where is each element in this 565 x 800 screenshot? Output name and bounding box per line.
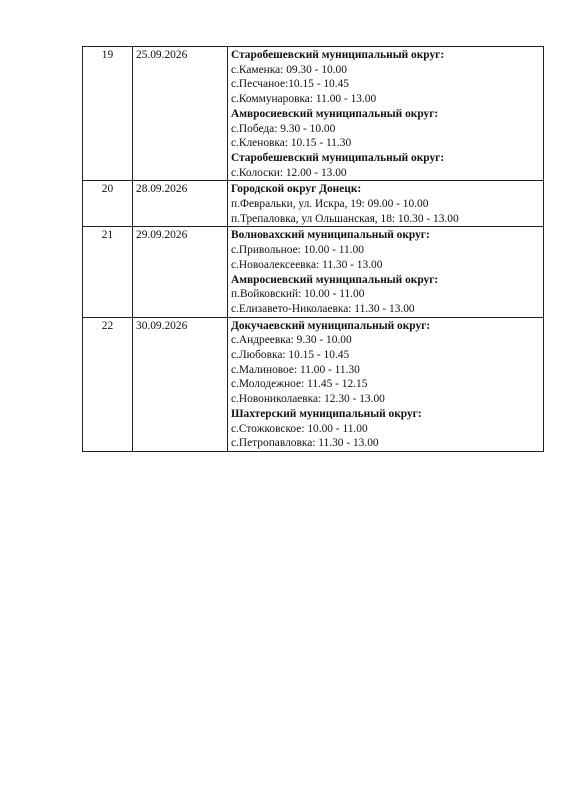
place-entry: п.Февральки, ул. Искра, 19: 09.00 - 10.00 [231, 198, 429, 211]
row-schedule [228, 227, 544, 317]
row-schedule [228, 47, 544, 181]
row-date: 28.09.2026 [133, 181, 228, 227]
table-row [83, 317, 544, 451]
place-entry: с.Малиновое: 11.00 - 11.30 [231, 363, 360, 376]
row-date: 30.09.2026 [133, 317, 228, 451]
place-entry: с.Новониколаевка: 12.30 - 13.00 [231, 393, 385, 406]
place-entry: с.Привольное: 10.00 - 11.00 [231, 244, 364, 257]
table-row [83, 227, 544, 317]
row-number: 19 [83, 47, 133, 181]
place-entry: с.Каменка: 09.30 - 10.00 [231, 63, 347, 76]
row-number: 20 [83, 181, 133, 227]
place-entry: с.Петропавловка: 11.30 - 13.00 [231, 437, 379, 450]
row-schedule [228, 181, 544, 227]
place-entry: с.Победа: 9.30 - 10.00 [231, 122, 336, 135]
district-heading: Старобешевский муниципальный округ: [231, 151, 445, 164]
place-entry: п.Трепаловка, ул Ольшанская, 18: 10.30 - 13.00 [231, 212, 459, 225]
place-entry: с.Песчаное:10.15 - 10.45 [231, 78, 349, 91]
place-entry: с.Молодежное: 11.45 - 12.15 [231, 378, 368, 391]
district-heading: Городской округ Донецк: [231, 183, 362, 196]
district-heading: Докучаевский муниципальный округ: [231, 319, 431, 332]
district-heading: Шахтерский муниципальный округ: [231, 407, 422, 420]
place-entry: с.Колоски: 12.00 - 13.00 [231, 166, 347, 179]
row-date: 25.09.2026 [133, 47, 228, 181]
place-entry: п.Войковский: 10.00 - 11.00 [231, 288, 365, 301]
district-heading: Амвросиевский муниципальный округ: [231, 273, 439, 286]
row-number: 21 [83, 227, 133, 317]
place-entry: с.Стожковское: 10.00 - 11.00 [231, 422, 368, 435]
place-entry: с.Любовка: 10.15 - 10.45 [231, 349, 350, 362]
place-entry: с.Новоалексеевка: 11.30 - 13.00 [231, 258, 383, 271]
row-date: 29.09.2026 [133, 227, 228, 317]
table-row [83, 47, 544, 181]
schedule-table-body [83, 47, 544, 452]
district-heading: Амвросиевский муниципальный округ: [231, 107, 439, 120]
row-number: 22 [83, 317, 133, 451]
row-schedule [228, 317, 544, 451]
place-entry: с.Кленовка: 10.15 - 11.30 [231, 137, 352, 150]
district-heading: Волновахский муниципальный округ: [231, 229, 430, 242]
place-entry: с.Коммунаровка: 11.00 - 13.00 [231, 93, 377, 106]
schedule-table [82, 46, 544, 452]
place-entry: с.Елизавето-Николаевка: 11.30 - 13.00 [231, 302, 415, 315]
table-row [83, 181, 544, 227]
place-entry: с.Андреевка: 9.30 - 10.00 [231, 334, 352, 347]
district-heading: Старобешевский муниципальный округ: [231, 49, 445, 61]
